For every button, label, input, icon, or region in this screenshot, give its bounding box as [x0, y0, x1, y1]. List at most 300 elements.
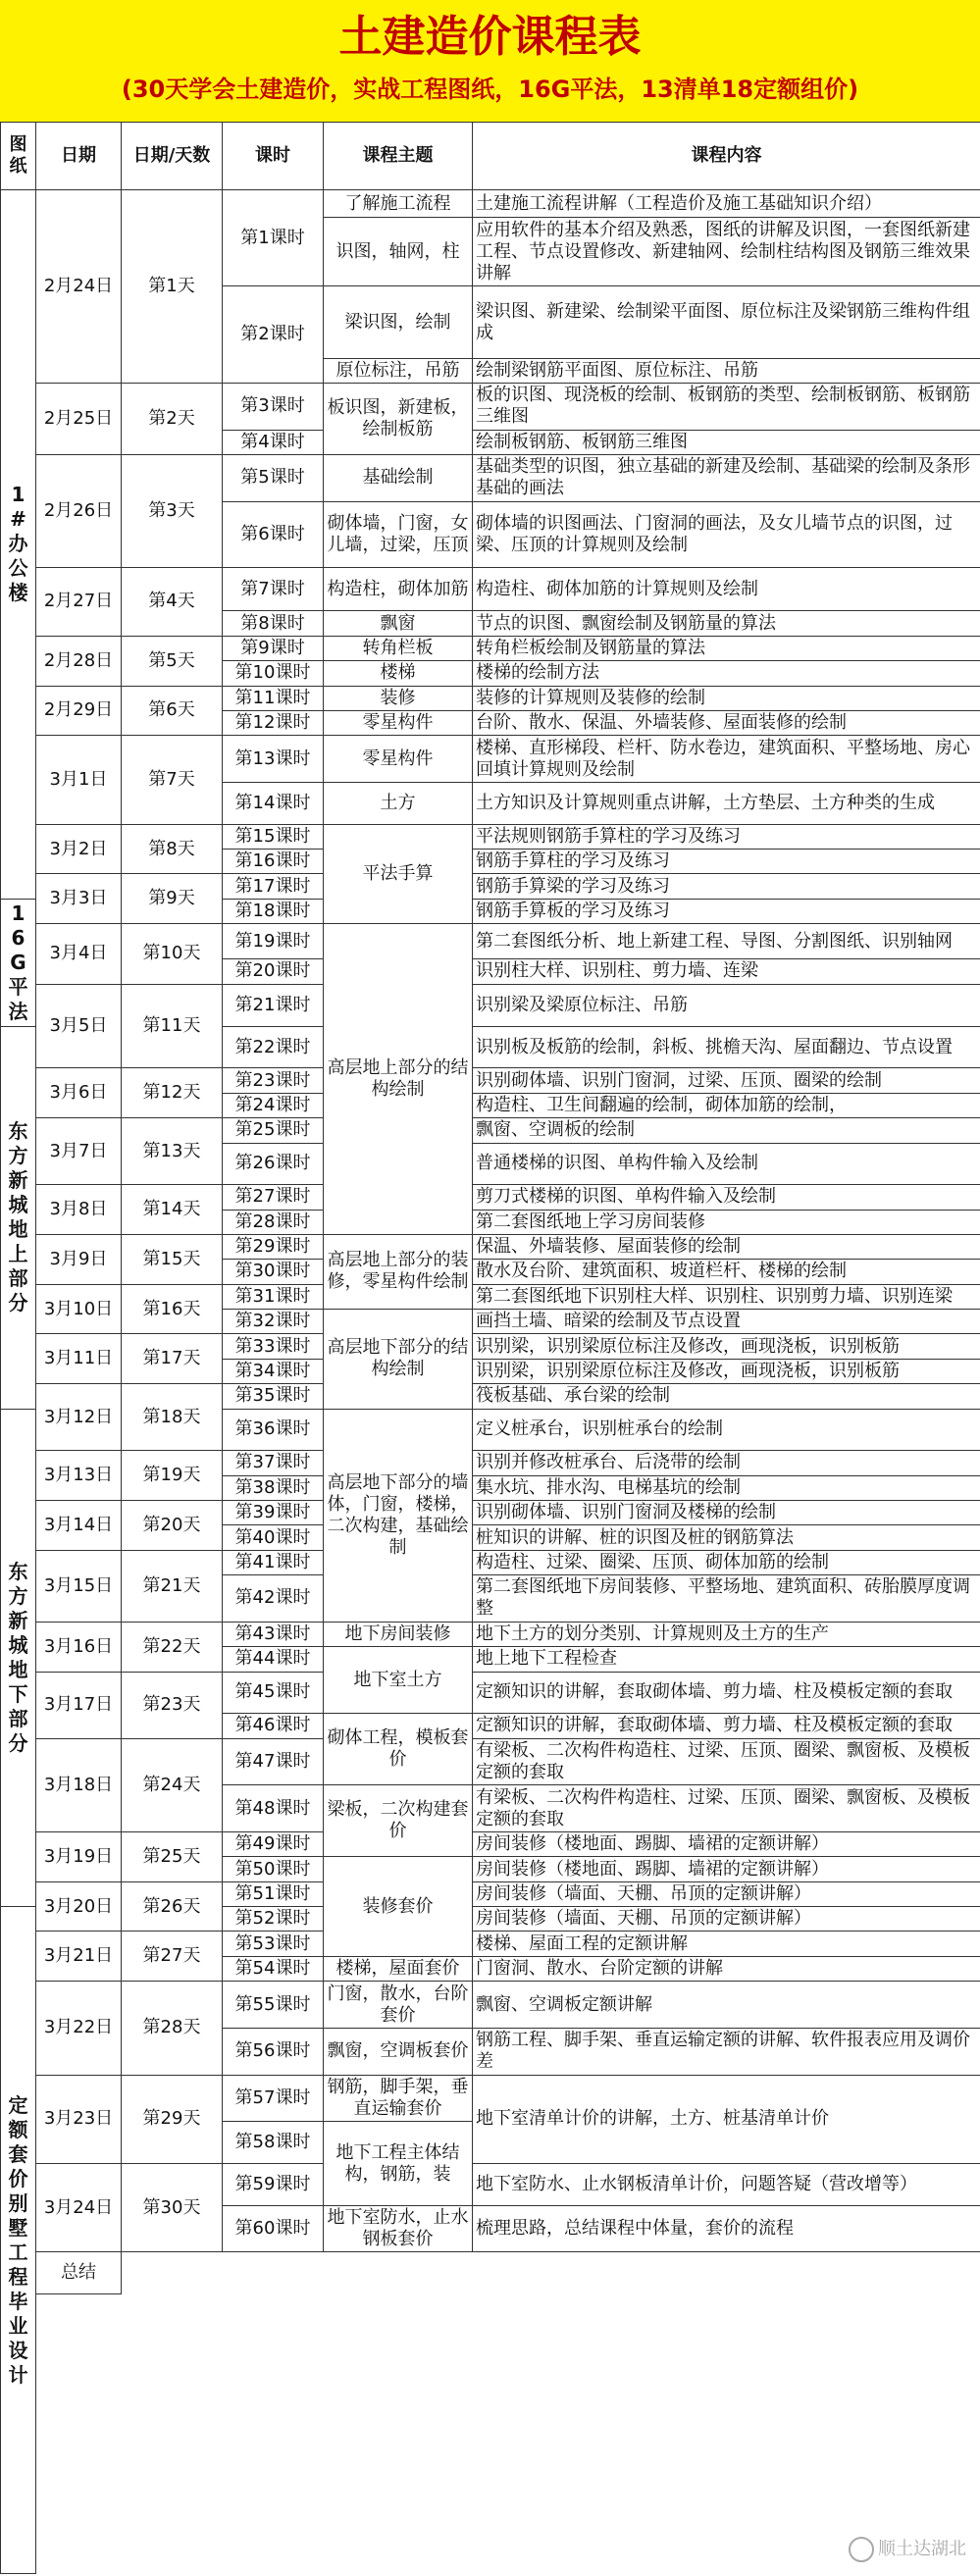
content-cell	[473, 501, 980, 567]
topic-cell-text: 门窗，散水，台阶套价	[327, 1983, 469, 2026]
table-row	[1, 1334, 980, 1359]
lesson-cell-text: 第11课时	[234, 687, 311, 708]
lesson-cell-text: 第12课时	[234, 712, 311, 734]
lesson-cell-text: 第35课时	[234, 1385, 311, 1407]
content-cell-text: 识别并修改桩承台、后浇带的绘制	[476, 1452, 741, 1473]
table-row	[1, 2446, 980, 2488]
content-cell-text: 构造柱、过梁、圈梁、压顶、砌体加筋的绘制	[476, 1551, 829, 1572]
lesson-cell	[223, 783, 324, 825]
lesson-cell	[223, 2028, 324, 2075]
day-cell: 第18天	[122, 1384, 223, 1451]
lesson-cell	[223, 710, 324, 735]
topic-cell	[324, 455, 473, 502]
topic-cell	[324, 1956, 473, 1981]
content-cell-text: 砌体墙的识图画法、门窗洞的画法，及女儿墙节点的识图，过梁、压顶的计算规则及绘制	[476, 512, 953, 555]
content-cell	[473, 924, 980, 959]
topic-cell	[324, 824, 473, 924]
content-cell-text: 第二套图纸地下识别柱大样、识别柱、识别剪力墙、识别连梁	[476, 1285, 953, 1307]
lesson-cell-text: 第44课时	[234, 1648, 311, 1670]
table-row	[1, 2550, 980, 2573]
section-cell-text: 1#办公楼	[8, 483, 28, 605]
lesson-cell	[223, 1525, 324, 1550]
content-cell	[473, 661, 980, 686]
content-cell-text: 识别砌体墙、识别门窗洞及楼梯的绘制	[476, 1502, 776, 1523]
day-cell: 第13天	[122, 1118, 223, 1185]
content-cell	[473, 1881, 980, 1906]
content-cell	[473, 1334, 980, 1359]
topic-cell	[324, 710, 473, 735]
table-row	[1, 1068, 980, 1093]
day-cell: 第15天	[122, 1234, 223, 1284]
date-cell: 2月27日	[36, 567, 122, 636]
topic-cell-text: 地下房间装修	[344, 1623, 451, 1644]
topic-cell-text: 构造柱，砌体加筋	[327, 578, 469, 599]
topic-cell-text: 零星构件	[362, 712, 434, 734]
content-cell	[473, 636, 980, 660]
content-cell	[473, 455, 980, 502]
lesson-cell-text: 第49课时	[234, 1833, 311, 1855]
date-cell: 3月10日	[36, 1284, 122, 1334]
content-cell-text: 台阶、散水、保温、外墙装修、屋面装修的绘制	[476, 712, 847, 734]
topic-cell-text: 板识图，新建板，绘制板筋	[327, 397, 469, 439]
content-cell-text: 定额知识的讲解，套取砌体墙、剪力墙、柱及模板定额的套取	[476, 1715, 953, 1736]
content-cell	[473, 1831, 980, 1856]
content-cell	[473, 1284, 980, 1309]
day-cell: 第14天	[122, 1185, 223, 1235]
lesson-cell	[223, 736, 324, 783]
topic-cell-text: 平法手算	[362, 862, 434, 884]
day-cell: 第6天	[122, 686, 223, 736]
lesson-cell-text: 第58课时	[234, 2132, 311, 2153]
topic-cell-text: 地下工程主体结构，钢筋，装	[335, 2141, 460, 2185]
topic-cell-text: 了解施工流程	[344, 192, 451, 214]
table-row	[1, 2529, 980, 2550]
content-cell	[473, 736, 980, 783]
topic-cell	[324, 661, 473, 686]
day-cell: 第3天	[122, 455, 223, 568]
date-cell: 3月13日	[36, 1451, 122, 1501]
lesson-cell-text: 第21课时	[234, 994, 311, 1015]
date-cell: 3月16日	[36, 1622, 122, 1672]
content-cell-text: 飘窗、空调板定额讲解	[476, 1993, 652, 2015]
section-cell	[1, 899, 36, 1026]
day-cell: 第30天	[122, 2164, 223, 2252]
topic-cell-text: 装修	[380, 687, 416, 708]
lesson-cell	[223, 1831, 324, 1856]
lesson-cell	[223, 1550, 324, 1574]
topic-cell-text: 飘窗	[380, 612, 416, 634]
content-cell-text: 有梁板、二次构件构造柱、过梁、压顶、圈梁、飘窗板、及模板定额的套取	[476, 1786, 970, 1829]
topic-cell	[324, 286, 473, 358]
lesson-cell-text: 第46课时	[234, 1715, 311, 1736]
content-cell-text: 平法规则钢筋手算柱的学习及练习	[476, 825, 741, 847]
date-cell: 3月2日	[36, 824, 122, 874]
section-cell-text: 定额套价别墅工程毕业设计	[8, 2092, 28, 2387]
date-cell: 2月26日	[36, 455, 122, 568]
content-cell-text: 飘窗、空调板的绘制	[476, 1119, 635, 1141]
date-cell: 2月29日	[36, 686, 122, 736]
lesson-cell	[223, 1143, 324, 1185]
topic-cell-text: 高层地上部分的装修，零星构件绘制	[327, 1250, 469, 1293]
content-cell-text: 筏板基础、承台梁的绘制	[476, 1385, 670, 1407]
lesson-cell	[223, 1982, 324, 2029]
lesson-cell-text: 第26课时	[234, 1153, 311, 1174]
lesson-cell-text: 第14课时	[234, 792, 311, 813]
lesson-cell	[223, 1334, 324, 1359]
lesson-cell-text: 第13课时	[234, 747, 311, 769]
content-cell	[473, 1475, 980, 1500]
lesson-cell	[223, 1093, 324, 1117]
lesson-cell-text: 第36课时	[234, 1418, 311, 1440]
lesson-cell	[223, 874, 324, 899]
lesson-cell	[223, 1857, 324, 1881]
topic-cell-text: 楼梯	[380, 662, 416, 684]
content-cell	[473, 1359, 980, 1383]
topic-cell	[324, 2205, 473, 2252]
lesson-cell	[223, 1907, 324, 1932]
lesson-cell	[223, 959, 324, 984]
content-cell-text: 画挡土墙、暗梁的绘制及节点设置	[476, 1311, 741, 1332]
content-cell	[473, 2075, 980, 2163]
lesson-cell-text: 第40课时	[234, 1526, 311, 1548]
lesson-cell-text: 第10课时	[234, 662, 311, 684]
content-cell	[473, 1451, 980, 1475]
content-cell-text: 构造柱、卫生间翻遍的绘制，砌体加筋的绘制，	[476, 1094, 847, 1115]
lesson-cell	[223, 1118, 324, 1143]
content-cell	[473, 611, 980, 636]
day-cell: 第25天	[122, 1831, 223, 1881]
topic-cell-text: 梁识图，绘制	[344, 311, 451, 333]
lesson-cell	[223, 1500, 324, 1524]
content-cell	[473, 1647, 980, 1672]
date-cell: 2月25日	[36, 383, 122, 454]
content-cell-text: 地上地下工程检查	[476, 1648, 617, 1670]
date-cell: 3月3日	[36, 874, 122, 924]
table-row	[1, 2382, 980, 2403]
col-header-topic: 课程主题	[324, 123, 473, 190]
table-row	[1, 686, 980, 710]
lesson-cell	[223, 1284, 324, 1309]
content-cell-text: 转角栏板绘制及钢筋量的算法	[476, 638, 705, 659]
topic-cell-text: 砌体墙，门窗，女儿墙，过梁，压顶	[327, 512, 469, 555]
table-row	[1, 1185, 980, 1210]
content-cell	[473, 2028, 980, 2075]
lesson-cell	[223, 1785, 324, 1832]
table-row	[1, 455, 980, 502]
lesson-cell-text: 第33课时	[234, 1335, 311, 1357]
day-cell: 第1天	[122, 190, 223, 384]
day-cell: 第24天	[122, 1738, 223, 1831]
day-cell: 第23天	[122, 1672, 223, 1738]
content-cell	[473, 2205, 980, 2252]
content-cell-text: 楼梯、直形梯段、栏杆、防水卷边，建筑面积、平整场地、房心回填计算规则及绘制	[476, 737, 970, 780]
topic-cell	[324, 2028, 473, 2075]
topic-cell-text: 转角栏板	[362, 638, 434, 659]
lesson-cell-text: 第38课时	[234, 1476, 311, 1498]
content-cell	[473, 1143, 980, 1185]
lesson-cell	[223, 636, 324, 660]
content-cell-text: 识别梁，识别梁原位标注及修改，画现浇板，识别板筋	[476, 1335, 900, 1357]
date-cell: 3月9日	[36, 1234, 122, 1284]
topic-cell	[324, 736, 473, 783]
table-row	[1, 2316, 980, 2338]
lesson-cell	[223, 190, 324, 286]
day-cell: 第21天	[122, 1550, 223, 1622]
content-cell	[473, 1118, 980, 1143]
table-row	[1, 1738, 980, 1785]
topic-cell-text: 零星构件	[362, 747, 434, 769]
schedule-table	[0, 122, 980, 2574]
content-cell-text: 绘制板钢筋、板钢筋三维图	[476, 431, 688, 452]
topic-cell	[36, 2252, 122, 2294]
header-row	[1, 123, 980, 190]
content-cell-text: 门窗洞、散水、台阶定额的讲解	[476, 1958, 723, 1980]
topic-cell-text: 高层地下部分的墙体，门窗，楼梯，二次构建，基础绘制	[327, 1471, 469, 1558]
lesson-cell	[223, 501, 324, 567]
content-cell-text: 第二套图纸地上学习房间装修	[476, 1211, 705, 1232]
content-cell	[473, 1068, 980, 1093]
table-row	[1, 1672, 980, 1714]
lesson-cell	[223, 1932, 324, 1956]
topic-cell	[324, 1622, 473, 1646]
section-cell-text: 16G平法	[8, 901, 28, 1023]
content-cell-text: 梁识图、新建梁、绘制梁平面图、原位标注及梁钢筋三维构件组成	[476, 300, 970, 343]
day-cell: 第8天	[122, 824, 223, 874]
watermark	[849, 2535, 966, 2562]
content-cell	[473, 1525, 980, 1550]
lesson-cell	[223, 1956, 324, 1981]
table-row	[1, 2252, 980, 2294]
content-cell	[473, 1622, 980, 1646]
content-cell	[473, 1956, 980, 1981]
topic-cell-text: 装修套价	[362, 1895, 434, 1917]
day-cell: 第28天	[122, 1982, 223, 2075]
lesson-cell-text: 第24课时	[234, 1094, 311, 1115]
topic-cell-text: 高层地下部分的结构绘制	[327, 1337, 469, 1380]
section-cell-text: 东方新城地上部分	[8, 1119, 28, 1315]
section-cell	[1, 1026, 36, 1409]
lesson-cell-text: 第41课时	[234, 1551, 311, 1572]
lesson-cell-text: 第16课时	[234, 850, 311, 872]
watermark-logo-icon	[849, 2537, 874, 2562]
table-row	[1, 190, 980, 218]
table-row	[1, 1550, 980, 1574]
table-row	[1, 1284, 980, 1309]
table-row	[1, 2487, 980, 2529]
lesson-cell-text: 第57课时	[234, 2087, 311, 2109]
lesson-cell	[223, 1210, 324, 1234]
lesson-cell-text: 第5课时	[240, 467, 305, 489]
topic-cell-text: 基础绘制	[362, 467, 434, 489]
lesson-cell	[223, 1384, 324, 1409]
lesson-cell-text: 第32课时	[234, 1311, 311, 1332]
lesson-cell	[223, 1575, 324, 1623]
content-cell	[473, 824, 980, 849]
content-cell	[473, 1185, 980, 1210]
content-cell-text: 楼梯、屋面工程的定额讲解	[476, 1932, 688, 1954]
content-cell	[473, 430, 980, 454]
lesson-cell-text: 第17课时	[234, 875, 311, 897]
lesson-cell-text: 第60课时	[234, 2218, 311, 2240]
content-cell	[473, 1026, 980, 1068]
topic-cell	[324, 636, 473, 660]
lesson-cell-text: 第4课时	[240, 431, 305, 452]
lesson-cell-text: 第45课时	[234, 1681, 311, 1703]
content-cell	[473, 1785, 980, 1832]
topic-cell	[324, 190, 473, 218]
date-cell: 2月24日	[36, 190, 122, 384]
lesson-cell-text: 第9课时	[240, 638, 305, 659]
content-cell	[473, 358, 980, 383]
topic-cell-text: 砌体工程，模板套价	[327, 1727, 469, 1771]
topic-cell	[324, 567, 473, 611]
lesson-cell-text: 第2课时	[240, 324, 305, 345]
lesson-cell	[223, 1026, 324, 1068]
date-cell: 3月17日	[36, 1672, 122, 1738]
date-cell: 3月8日	[36, 1185, 122, 1235]
day-cell: 第19天	[122, 1451, 223, 1501]
day-cell: 第11天	[122, 984, 223, 1068]
content-cell-text: 第二套图纸分析、地上新建工程、导图、分割图纸、识别轴网	[476, 930, 953, 952]
topic-cell	[324, 783, 473, 825]
lesson-cell	[223, 899, 324, 923]
content-cell	[473, 1210, 980, 1234]
topic-cell	[324, 1785, 473, 1857]
day-cell: 第7天	[122, 736, 223, 824]
lesson-cell-text: 第53课时	[234, 1932, 311, 1954]
day-cell: 第4天	[122, 567, 223, 636]
content-cell-text: 识别梁及梁原位标注、吊筋	[476, 994, 688, 1015]
lesson-cell-text: 第22课时	[234, 1036, 311, 1057]
lesson-cell	[223, 686, 324, 710]
section-cell	[1, 1907, 36, 2574]
table-row	[1, 1622, 980, 1646]
lesson-cell	[223, 567, 324, 611]
content-cell-text: 识别砌体墙、识别门窗洞，过梁、压顶、圈梁的绘制	[476, 1069, 882, 1091]
lesson-cell	[223, 1185, 324, 1210]
topic-cell	[324, 501, 473, 567]
day-cell: 第10天	[122, 924, 223, 984]
lesson-cell-text: 第23课时	[234, 1069, 311, 1091]
topic-cell	[324, 2122, 473, 2205]
lesson-cell	[223, 2075, 324, 2122]
col-header-content: 课程内容	[473, 123, 980, 190]
watermark-text: 顺土达湖北	[878, 2539, 966, 2559]
lesson-cell-text: 第27课时	[234, 1186, 311, 1208]
lesson-cell-text: 第39课时	[234, 1502, 311, 1523]
topic-cell	[324, 218, 473, 286]
lesson-cell-text: 第48课时	[234, 1797, 311, 1819]
table-row	[1, 1451, 980, 1475]
topic-cell-text: 梁板，二次构建套价	[327, 1799, 469, 1842]
section-cell	[1, 190, 36, 900]
content-cell	[473, 1500, 980, 1524]
content-cell-text: 剪刀式楼梯的识图、单构件输入及绘制	[476, 1186, 776, 1208]
lesson-cell	[223, 1451, 324, 1475]
content-cell-text: 房间装修（楼地面、踢脚、墙裙的定额讲解）	[476, 1858, 829, 1880]
topic-cell-text: 楼梯，屋面套价	[335, 1958, 460, 1980]
lesson-cell	[223, 383, 324, 430]
table-row	[1, 1932, 980, 1956]
lesson-cell-text: 第55课时	[234, 1993, 311, 2015]
lesson-cell	[223, 1068, 324, 1093]
content-cell	[473, 1260, 980, 1284]
table-row	[1, 924, 980, 959]
content-cell	[473, 1857, 980, 1881]
col-header-drawing: 图纸	[1, 123, 36, 190]
topic-cell-text: 高层地上部分的结构绘制	[327, 1057, 469, 1101]
topic-cell	[324, 611, 473, 636]
day-cell: 第27天	[122, 1932, 223, 1982]
lesson-cell	[223, 1714, 324, 1738]
date-cell: 3月4日	[36, 924, 122, 984]
lesson-cell	[223, 2122, 324, 2164]
date-cell: 3月23日	[36, 2075, 122, 2163]
content-cell-text: 识别柱大样、识别柱、剪力墙、连梁	[476, 960, 758, 982]
topic-cell	[324, 1714, 473, 1785]
table-row	[1, 1881, 980, 1906]
page-title: 土建造价课程表	[338, 12, 642, 62]
content-cell	[473, 984, 980, 1026]
content-cell	[473, 1575, 980, 1623]
content-cell-text: 地下土方的划分类别、计算规则及土方的生产	[476, 1623, 829, 1644]
lesson-cell-text: 第15课时	[234, 825, 311, 847]
day-cell: 第20天	[122, 1500, 223, 1550]
lesson-cell-text: 第43课时	[234, 1623, 311, 1644]
topic-cell	[324, 1982, 473, 2029]
lesson-cell	[223, 611, 324, 636]
content-cell-text: 钢筋手算板的学习及练习	[476, 901, 670, 921]
content-cell-text: 散水及台阶、建筑面积、坡道栏杆、楼梯的绘制	[476, 1261, 847, 1282]
day-cell: 第9天	[122, 874, 223, 924]
section-cell	[1, 1409, 36, 1907]
topic-cell-text: 土方	[380, 792, 416, 813]
lesson-cell-text: 第19课时	[234, 930, 311, 952]
lesson-cell-text: 第30课时	[234, 1261, 311, 1282]
date-cell: 3月11日	[36, 1334, 122, 1384]
lesson-cell-text: 第8课时	[240, 612, 305, 634]
page-header	[0, 0, 980, 122]
content-cell-text: 钢筋工程、脚手架、垂直运输定额的讲解、软件报表应用及调价差	[476, 2030, 970, 2073]
content-cell	[473, 286, 980, 358]
day-cell: 第2天	[122, 383, 223, 454]
lesson-cell-text: 第3课时	[240, 395, 305, 417]
table-row	[1, 2360, 980, 2382]
topic-cell-text: 飘窗，空调板套价	[327, 2040, 469, 2062]
lesson-cell-text: 第31课时	[234, 1285, 311, 1307]
content-cell-text: 房间装修（墙面、天棚、吊顶的定额讲解）	[476, 1882, 811, 1904]
lesson-cell-text: 第7课时	[240, 578, 305, 599]
topic-cell	[324, 358, 473, 383]
content-cell-text: 绘制梁钢筋平面图、原位标注、吊筋	[476, 359, 758, 381]
content-cell-text: 土建施工流程讲解（工程造价及施工基础知识介绍）	[476, 192, 882, 214]
lesson-cell-text: 第18课时	[234, 901, 311, 921]
table-row	[1, 2338, 980, 2359]
content-cell	[473, 1932, 980, 1956]
date-cell: 3月20日	[36, 1881, 122, 1932]
date-cell: 3月21日	[36, 1932, 122, 1982]
date-cell: 2月28日	[36, 636, 122, 686]
date-cell: 3月7日	[36, 1118, 122, 1185]
table-row	[1, 1234, 980, 1259]
topic-cell	[324, 383, 473, 454]
lesson-cell	[223, 2164, 324, 2206]
lesson-cell-text: 第34课时	[234, 1360, 311, 1381]
content-cell-text: 房间装修（楼地面、踢脚、墙裙的定额讲解）	[476, 1833, 829, 1855]
date-cell: 3月5日	[36, 984, 122, 1068]
content-cell-text: 节点的识图、飘窗绘制及钢筋量的算法	[476, 612, 776, 634]
content-cell	[473, 710, 980, 735]
